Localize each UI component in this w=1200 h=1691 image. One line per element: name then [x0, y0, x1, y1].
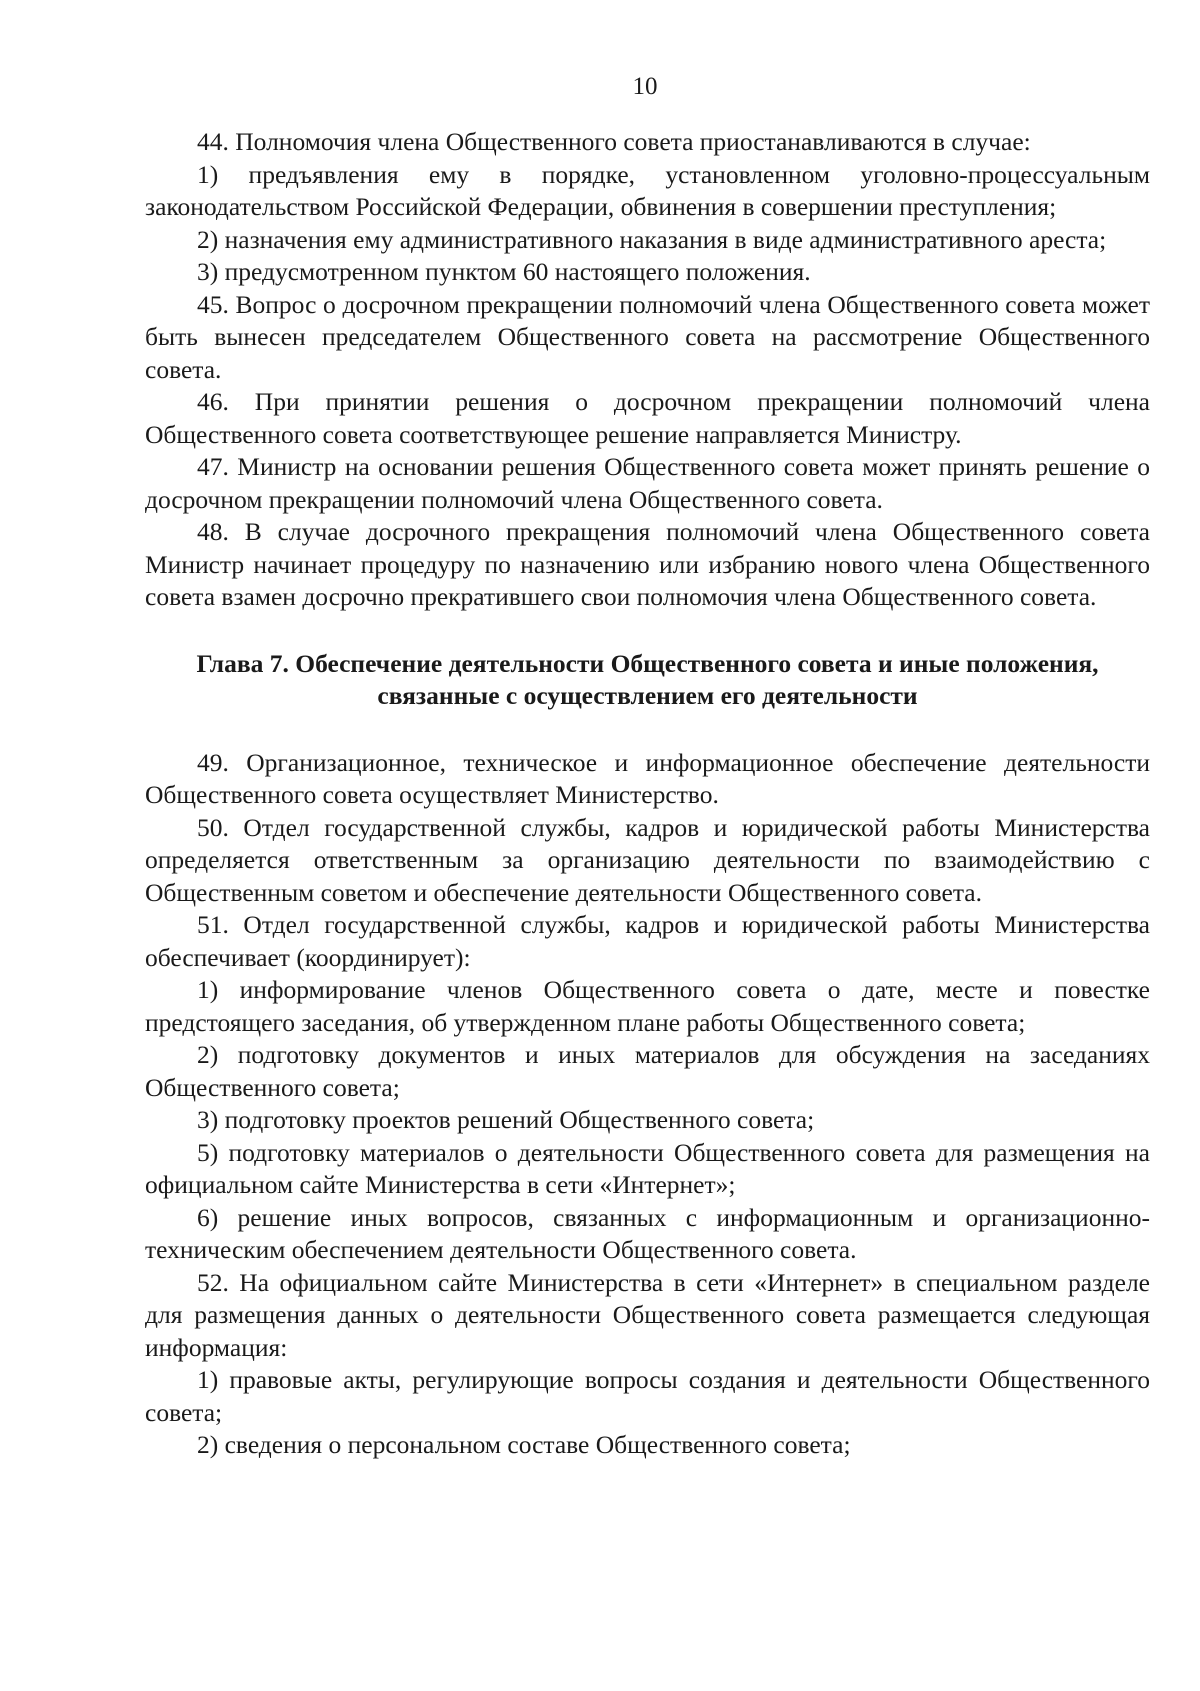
paragraph-51: 51. Отдел государственной службы, кадров и юридической работы Министерства обеспечивает (координирует): — [145, 910, 1150, 972]
chapter-heading: Глава 7. Обеспечение деятельности Общественного совета и иные положения, связанные с осуществлением его деятельности — [196, 648, 1099, 710]
paragraph-52-item-2: 2) сведения о персональном составе Общественного совета; — [197, 1430, 851, 1459]
paragraph-51-item-1: 1) информирование членов Общественного совета о дате, месте и повестке предстоящего заседания, об утвержденном плане работы Общественного совета; — [145, 975, 1150, 1037]
paragraph-48: 48. В случае досрочного прекращения полномочий члена Общественного совета Министр начинает процедуру по назначению или избранию нового члена Общественного совета взамен досрочно прекратившего свои полномочия члена Общественного совета. — [145, 517, 1150, 611]
paragraph-51-item-5: 5) подготовку материалов о деятельности Общественного совета для размещения на официальном сайте Министерства в сети «Интернет»; — [145, 1137, 1150, 1199]
paragraph-45: 45. Вопрос о досрочном прекращении полномочий члена Общественного совета может быть вынесен председателем Общественного совета на рассмотрение Общественного совета. — [145, 289, 1150, 384]
paragraph-46: 46. При принятии решения о досрочном прекращении полномочий члена Общественного совета соответствующее решение направляется Министру. — [145, 387, 1150, 449]
paragraph-51-item-6: 6) решение иных вопросов, связанных с информационным и организационно-техническим обеспечением деятельности Общественного совета. — [145, 1202, 1150, 1264]
paragraph-44-item-2: 2) назначения ему административного наказания в виде административного ареста; — [197, 224, 1107, 254]
paragraph-44-item-3: 3) предусмотренном пунктом 60 настоящего положения. — [197, 257, 811, 286]
paragraph-52-item-1: 1) правовые акты, регулирующие вопросы создания и деятельности Общественного совета; — [145, 1365, 1150, 1427]
paragraph-51-item-2: 2) подготовку документов и иных материалов для обсуждения на заседаниях Общественного совета; — [145, 1040, 1150, 1102]
paragraph-44-item-1: 1) предъявления ему в порядке, установленном уголовно-процессуальным законодательством Российской Федерации, обвинения в совершении преступления; — [145, 159, 1150, 221]
paragraph-50: 50. Отдел государственной службы, кадров и юридической работы Министерства определяется ответственным за организацию деятельности по взаимодействию с Общественным советом и обеспечение деятельности Общественного совета. — [145, 812, 1150, 907]
document-body — [145, 126, 1150, 1462]
paragraph-44: 44. Полномочия члена Общественного совета приостанавливаются в случае: — [197, 127, 1031, 156]
paragraph-52: 52. На официальном сайте Министерства в сети «Интернет» в специальном разделе для размещения данных о деятельности Общественного совета размещается следующая информация: — [145, 1267, 1150, 1362]
paragraph-47: 47. Министр на основании решения Общественного совета может принять решение о досрочном прекращении полномочий члена Общественного совета. — [145, 452, 1150, 514]
paragraph-51-item-3: 3) подготовку проектов решений Общественного совета; — [197, 1105, 815, 1134]
paragraph-49: 49. Организационное, техническое и информационное обеспечение деятельности Общественного совета осуществляет Министерство. — [145, 747, 1150, 809]
page-number: 10 — [632, 73, 658, 100]
